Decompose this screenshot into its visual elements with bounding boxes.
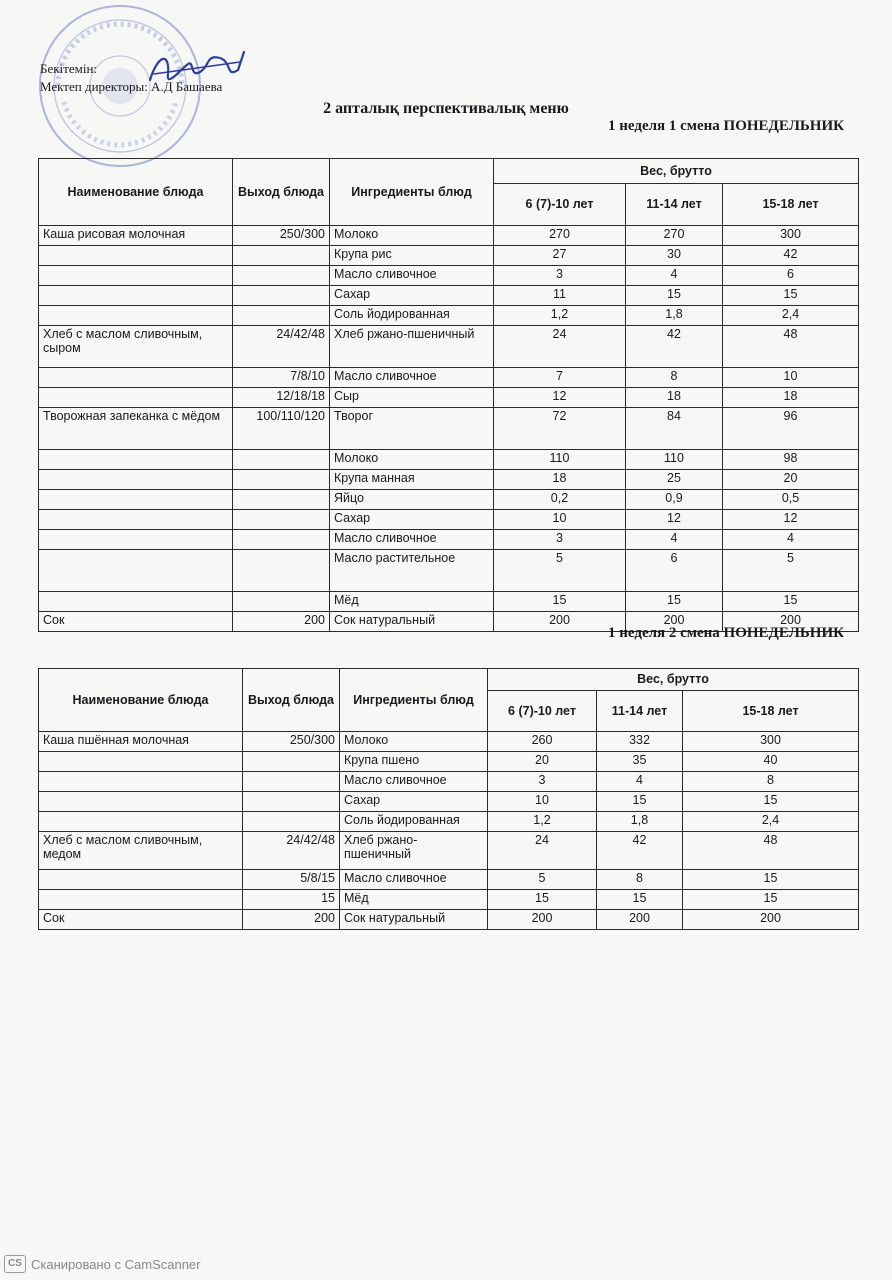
ingredient-cell: Масло сливочное [330, 368, 494, 388]
dish-cell [39, 870, 243, 890]
ingredient-cell: Яйцо [330, 490, 494, 510]
weight-age-11-14-cell: 15 [626, 286, 723, 306]
weight-age-11-14-cell: 6 [626, 550, 723, 592]
yield-cell [233, 246, 330, 266]
weight-age-6-10-cell: 110 [494, 450, 626, 470]
weight-age-11-14-cell: 15 [626, 592, 723, 612]
yield-cell [243, 792, 340, 812]
dish-cell [39, 592, 233, 612]
weight-age-15-18-cell: 8 [683, 772, 859, 792]
weight-age-11-14-cell: 0,9 [626, 490, 723, 510]
header-age-15-18: 15-18 лет [683, 691, 859, 732]
table-row [39, 732, 859, 752]
weight-age-11-14-cell: 25 [626, 470, 723, 490]
weight-age-6-10-cell: 1,2 [488, 812, 597, 832]
weight-age-11-14-cell: 1,8 [597, 812, 683, 832]
yield-cell [233, 286, 330, 306]
table-row [39, 408, 859, 450]
yield-cell [233, 530, 330, 550]
ingredient-cell: Крупа манная [330, 470, 494, 490]
weight-age-11-14-cell: 42 [626, 326, 723, 368]
weight-age-15-18-cell: 200 [723, 612, 859, 632]
weight-age-11-14-cell: 8 [626, 368, 723, 388]
header-dish: Наименование блюда [39, 159, 233, 226]
dish-cell [39, 510, 233, 530]
weight-age-11-14-cell: 18 [626, 388, 723, 408]
header-age-11-14: 11-14 лет [597, 691, 683, 732]
yield-cell [243, 812, 340, 832]
yield-cell: 100/110/120 [233, 408, 330, 450]
table-row [39, 266, 859, 286]
weight-age-11-14-cell: 1,8 [626, 306, 723, 326]
yield-cell: 24/42/48 [233, 326, 330, 368]
table-row [39, 510, 859, 530]
weight-age-6-10-cell: 10 [488, 792, 597, 812]
ingredient-cell: Масло сливочное [340, 772, 488, 792]
weight-age-6-10-cell: 72 [494, 408, 626, 450]
table-row [39, 890, 859, 910]
dish-cell [39, 812, 243, 832]
yield-cell: 250/300 [233, 226, 330, 246]
weight-age-15-18-cell: 48 [723, 326, 859, 368]
menu-table-shift1 [38, 158, 859, 632]
ingredient-cell: Масло сливочное [330, 266, 494, 286]
yield-cell [243, 752, 340, 772]
weight-age-11-14-cell: 200 [597, 910, 683, 930]
header-weight: Вес, брутто [488, 669, 859, 691]
table-row [39, 246, 859, 266]
header-yield: Выход блюда [243, 669, 340, 732]
dish-cell [39, 792, 243, 812]
camscanner-logo-icon: CS [4, 1255, 26, 1273]
ingredient-cell: Мёд [330, 592, 494, 612]
weight-age-15-18-cell: 15 [683, 870, 859, 890]
ingredient-cell: Творог [330, 408, 494, 450]
ingredient-cell: Сахар [330, 286, 494, 306]
dish-cell: Каша рисовая молочная [39, 226, 233, 246]
weight-age-15-18-cell: 2,4 [723, 306, 859, 326]
approval-label: Бекітемін: [40, 61, 98, 76]
yield-cell [233, 592, 330, 612]
dish-cell [39, 246, 233, 266]
weight-age-6-10-cell: 3 [494, 266, 626, 286]
weight-age-15-18-cell: 200 [683, 910, 859, 930]
ingredient-cell: Крупа пшено [340, 752, 488, 772]
ingredient-cell: Хлеб ржано-пшеничный [330, 326, 494, 368]
header-ingredients: Ингредиенты блюд [330, 159, 494, 226]
weight-age-15-18-cell: 15 [723, 592, 859, 612]
dish-cell: Творожная запеканка с мёдом [39, 408, 233, 450]
ingredient-cell: Мёд [340, 890, 488, 910]
weight-age-11-14-cell: 4 [597, 772, 683, 792]
table-row [39, 530, 859, 550]
weight-age-11-14-cell: 84 [626, 408, 723, 450]
weight-age-15-18-cell: 300 [683, 732, 859, 752]
weight-age-11-14-cell: 110 [626, 450, 723, 470]
weight-age-15-18-cell: 15 [683, 890, 859, 910]
weight-age-15-18-cell: 300 [723, 226, 859, 246]
weight-age-11-14-cell: 15 [597, 890, 683, 910]
weight-age-15-18-cell: 10 [723, 368, 859, 388]
weight-age-6-10-cell: 27 [494, 246, 626, 266]
weight-age-6-10-cell: 15 [488, 890, 597, 910]
yield-cell [233, 450, 330, 470]
dish-cell [39, 772, 243, 792]
header-weight: Вес, брутто [494, 159, 859, 184]
dish-cell: Каша пшённая молочная [39, 732, 243, 752]
table-row [39, 752, 859, 772]
weight-age-11-14-cell: 42 [597, 832, 683, 870]
table-row [39, 368, 859, 388]
weight-age-15-18-cell: 4 [723, 530, 859, 550]
ingredient-cell: Сыр [330, 388, 494, 408]
ingredient-cell: Сок натуральный [340, 910, 488, 930]
weight-age-11-14-cell: 8 [597, 870, 683, 890]
ingredient-cell: Молоко [340, 732, 488, 752]
table-row [39, 470, 859, 490]
weight-age-6-10-cell: 18 [494, 470, 626, 490]
yield-cell [243, 772, 340, 792]
weight-age-15-18-cell: 5 [723, 550, 859, 592]
document-title: 2 апталық перспективалық меню [323, 100, 569, 117]
weight-age-11-14-cell: 30 [626, 246, 723, 266]
weight-age-15-18-cell: 20 [723, 470, 859, 490]
header-yield: Выход блюда [233, 159, 330, 226]
shift2-title: 1 неделя 2 смена ПОНЕДЕЛЬНИК [608, 625, 844, 641]
table-row [39, 226, 859, 246]
dish-cell [39, 470, 233, 490]
yield-cell [233, 510, 330, 530]
header-dish: Наименование блюда [39, 669, 243, 732]
weight-age-6-10-cell: 200 [494, 612, 626, 632]
ingredient-cell: Крупа рис [330, 246, 494, 266]
weight-age-6-10-cell: 3 [494, 530, 626, 550]
shift1-title: 1 неделя 1 смена ПОНЕДЕЛЬНИК [608, 118, 844, 134]
weight-age-11-14-cell: 12 [626, 510, 723, 530]
table-row [39, 388, 859, 408]
yield-cell: 200 [243, 910, 340, 930]
header-ingredients: Ингредиенты блюд [340, 669, 488, 732]
ingredient-cell: Молоко [330, 450, 494, 470]
weight-age-15-18-cell: 18 [723, 388, 859, 408]
table-row [39, 286, 859, 306]
weight-age-6-10-cell: 5 [494, 550, 626, 592]
dish-cell [39, 306, 233, 326]
scanner-footer-text: Сканировано с CamScanner [31, 1256, 201, 1272]
weight-age-15-18-cell: 98 [723, 450, 859, 470]
table-row [39, 772, 859, 792]
ingredient-cell: Масло сливочное [340, 870, 488, 890]
weight-age-6-10-cell: 270 [494, 226, 626, 246]
approval-director: Мектеп директоры: А.Д Башаева [40, 79, 223, 94]
weight-age-6-10-cell: 10 [494, 510, 626, 530]
header-age-11-14: 11-14 лет [626, 184, 723, 226]
yield-cell [233, 470, 330, 490]
table-row [39, 306, 859, 326]
weight-age-6-10-cell: 5 [488, 870, 597, 890]
yield-cell [233, 266, 330, 286]
dish-cell [39, 368, 233, 388]
dish-cell [39, 752, 243, 772]
dish-cell [39, 286, 233, 306]
ingredient-cell: Масло сливочное [330, 530, 494, 550]
weight-age-15-18-cell: 12 [723, 510, 859, 530]
ingredient-cell: Хлеб ржано-пшеничный [340, 832, 488, 870]
weight-age-6-10-cell: 20 [488, 752, 597, 772]
table-row [39, 450, 859, 470]
dish-cell: Сок [39, 612, 233, 632]
table-row [39, 870, 859, 890]
weight-age-15-18-cell: 15 [683, 792, 859, 812]
table-row [39, 832, 859, 870]
ingredient-cell: Сахар [340, 792, 488, 812]
dish-cell: Хлеб с маслом сливочным, сыром [39, 326, 233, 368]
header-age-6-10: 6 (7)-10 лет [494, 184, 626, 226]
weight-age-11-14-cell: 4 [626, 266, 723, 286]
scanner-footer [4, 1255, 200, 1273]
signature [140, 44, 250, 94]
menu-table-shift2 [38, 668, 859, 930]
weight-age-11-14-cell: 270 [626, 226, 723, 246]
weight-age-6-10-cell: 7 [494, 368, 626, 388]
weight-age-6-10-cell: 11 [494, 286, 626, 306]
weight-age-11-14-cell: 200 [626, 612, 723, 632]
table-row [39, 326, 859, 368]
table-row [39, 812, 859, 832]
header-age-15-18: 15-18 лет [723, 184, 859, 226]
table-row [39, 592, 859, 612]
ingredient-cell: Соль йодированная [330, 306, 494, 326]
dish-cell [39, 388, 233, 408]
weight-age-11-14-cell: 4 [626, 530, 723, 550]
dish-cell [39, 490, 233, 510]
weight-age-15-18-cell: 42 [723, 246, 859, 266]
header-age-6-10: 6 (7)-10 лет [488, 691, 597, 732]
weight-age-6-10-cell: 260 [488, 732, 597, 752]
yield-cell [233, 550, 330, 592]
yield-cell: 7/8/10 [233, 368, 330, 388]
weight-age-6-10-cell: 15 [494, 592, 626, 612]
dish-cell [39, 890, 243, 910]
weight-age-6-10-cell: 12 [494, 388, 626, 408]
weight-age-15-18-cell: 48 [683, 832, 859, 870]
weight-age-15-18-cell: 96 [723, 408, 859, 450]
weight-age-15-18-cell: 2,4 [683, 812, 859, 832]
weight-age-6-10-cell: 24 [488, 832, 597, 870]
yield-cell [233, 306, 330, 326]
ingredient-cell: Сок натуральный [330, 612, 494, 632]
weight-age-15-18-cell: 40 [683, 752, 859, 772]
ingredient-cell: Соль йодированная [340, 812, 488, 832]
ingredient-cell: Масло растительное [330, 550, 494, 592]
weight-age-6-10-cell: 24 [494, 326, 626, 368]
yield-cell: 250/300 [243, 732, 340, 752]
table-row [39, 490, 859, 510]
table-row [39, 550, 859, 592]
weight-age-15-18-cell: 0,5 [723, 490, 859, 510]
yield-cell: 15 [243, 890, 340, 910]
yield-cell: 5/8/15 [243, 870, 340, 890]
weight-age-6-10-cell: 200 [488, 910, 597, 930]
yield-cell: 200 [233, 612, 330, 632]
ingredient-cell: Молоко [330, 226, 494, 246]
weight-age-11-14-cell: 35 [597, 752, 683, 772]
weight-age-15-18-cell: 6 [723, 266, 859, 286]
weight-age-15-18-cell: 15 [723, 286, 859, 306]
table-row [39, 910, 859, 930]
weight-age-6-10-cell: 1,2 [494, 306, 626, 326]
dish-cell [39, 550, 233, 592]
yield-cell [233, 490, 330, 510]
weight-age-11-14-cell: 15 [597, 792, 683, 812]
yield-cell: 24/42/48 [243, 832, 340, 870]
dish-cell [39, 530, 233, 550]
weight-age-6-10-cell: 0,2 [494, 490, 626, 510]
dish-cell [39, 450, 233, 470]
yield-cell: 12/18/18 [233, 388, 330, 408]
table-row [39, 792, 859, 812]
weight-age-6-10-cell: 3 [488, 772, 597, 792]
dish-cell: Хлеб с маслом сливочным, медом [39, 832, 243, 870]
dish-cell [39, 266, 233, 286]
ingredient-cell: Сахар [330, 510, 494, 530]
dish-cell: Сок [39, 910, 243, 930]
weight-age-11-14-cell: 332 [597, 732, 683, 752]
